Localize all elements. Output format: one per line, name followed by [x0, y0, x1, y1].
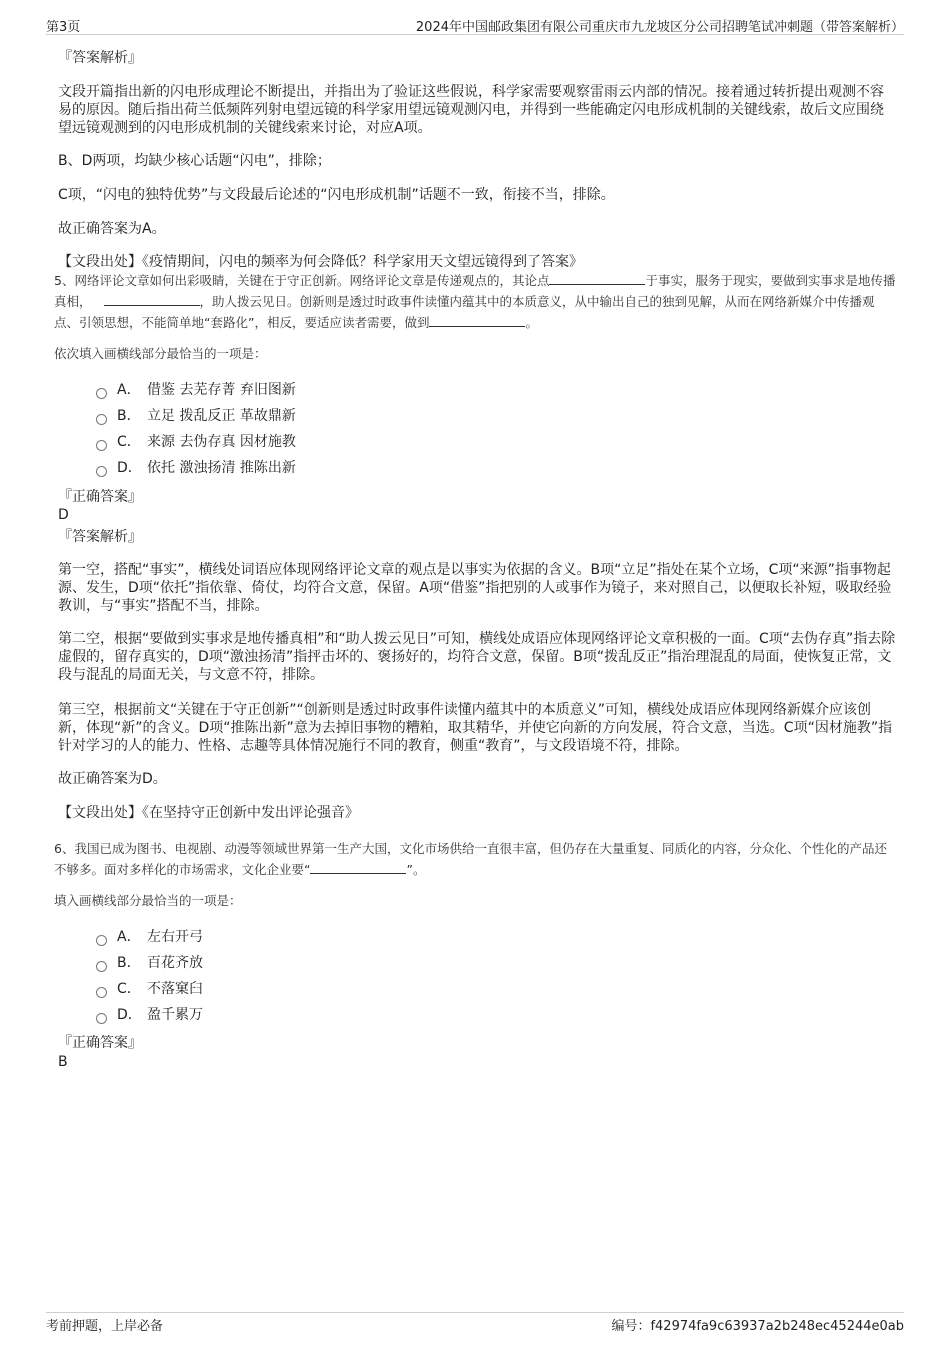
q4-source: 【文段出处】《疫情期间，闪电的频率为何会降低？科学家用天文望远镜得到了答案》 — [58, 254, 583, 270]
q5-prompt: 依次填入画横线部分最恰当的一项是： — [54, 346, 267, 361]
radio-icon[interactable] — [96, 440, 107, 451]
radio-icon[interactable] — [96, 935, 107, 946]
q6-option-d[interactable]: D． 盈千累万 — [96, 1002, 596, 1028]
radio-icon[interactable] — [96, 987, 107, 998]
q6-option-b[interactable]: B． 百花齐放 — [96, 950, 596, 976]
q5-stem: 5、网络评论文章如何出彩吸睛，关键在于守正创新。网络评论文章是传递观点的，其论点 于事实，服务于现实，要做到实事求是地传播真相， ，助人拨云见日。创新则是透过时政事件读懂内蕴其中的本质意义，从中输出自己的独到见解，从而在网络新媒介中传播观点、引领思想，不能简单地“套路化”，相反，要适应读者需要，做到 。 — [54, 273, 896, 330]
page-header — [46, 14, 904, 35]
q6-options — [96, 924, 596, 1028]
q4-analysis-p2: B、D两项，均缺少核心话题“闪电”，排除； — [58, 153, 331, 169]
q5-analysis-label: 『答案解析』 — [58, 529, 142, 545]
q6-stem: 6、我国已成为图书、电视剧、动漫等领域世界第一生产大国，文化市场供给一直很丰富，但仍存在大量重复、同质化的内容，分众化、个性化的产品还不够多。面对多样化的市场需求，文化企业要“ ”。 — [54, 841, 887, 877]
document-id: 编号：f42974fa9c63937a2b248ec45244e0ab — [611, 1319, 904, 1334]
q5-option-c[interactable]: C． 来源 去伪存真 因材施教 — [96, 429, 596, 455]
q5-option-b[interactable]: B． 立足 拨乱反正 革故鼎新 — [96, 403, 596, 429]
q6-option-a[interactable]: A． 左右开弓 — [96, 924, 596, 950]
q6-option-c[interactable]: C． 不落窠臼 — [96, 976, 596, 1002]
q5-source: 【文段出处】《在坚持守正创新中发出评论强音》 — [58, 805, 359, 821]
document-title: 2024年中国邮政集团有限公司重庆市九龙坡区分公司招聘笔试冲刺题（带答案解析） — [415, 20, 904, 35]
q6-blank — [310, 860, 406, 874]
radio-icon[interactable] — [96, 466, 107, 477]
q5-answer: D — [58, 507, 69, 523]
q5-analysis-p2: 第二空，根据“要做到实事求是地传播真相”和“助人拨云见日”可知，横线处成语应体现网络评论文章积极的一面。C项“去伪存真”指去除虚假的，留存真实的，D项“激浊扬清”指抨击坏的、褒扬好的，均符合文意，保留。B项“拨乱反正”指治理混乱的局面，使恢复正常，文段与混乱的局面无关，与文意不符，排除。 — [58, 631, 896, 683]
q6-answer: B — [58, 1054, 68, 1070]
q5-option-a[interactable]: A． 借鉴 去芜存菁 弃旧图新 — [96, 377, 596, 403]
page-footer — [46, 1312, 904, 1337]
q5-option-d[interactable]: D． 依托 激浊扬清 推陈出新 — [96, 455, 596, 481]
q5-analysis-p3: 第三空，根据前文“关键在于守正创新”“创新则是透过时政事件读懂内蕴其中的本质意义”可知，横线处成语应体现网络新媒介应该创新，体现“新”的含义。D项“推陈出新”意为去掉旧事物的糟粕，取其精华，并使它向新的方向发展，符合文意，当选。C项“因材施教”指针对学习的人的能力、性格、志趣等具体情况施行不同的教育，侧重“教育”，与文段语境不符，排除。 — [58, 702, 893, 754]
radio-icon[interactable] — [96, 1013, 107, 1024]
q5-options — [96, 377, 596, 481]
q4-analysis-p1: 文段开篇指出新的闪电形成理论不断提出，并指出为了验证这些假说，科学家需要观察雷雨云内部的情况。接着通过转折提出观测不容易的原因。随后指出荷兰低频阵列射电望远镜的科学家用望远镜观测闪电，并得到一些能确定闪电形成机制的关键线索，故后文应围绕望远镜观测到的闪电形成机制的关键线索来讨论，对应A项。 — [58, 84, 884, 136]
radio-icon[interactable] — [96, 388, 107, 399]
q5-answer-label: 『正确答案』 — [58, 489, 142, 505]
q5-blank-2 — [104, 292, 200, 306]
q5-analysis-p1: 第一空，搭配“事实”，横线处词语应体现网络评论文章的观点是以事实为依据的含义。B项“立足”指处在某个立场，C项“来源”指事物起源、发生，D项“依托”指依靠、倚仗，均符合文意，保留。A项“借鉴”指把别的人或事作为镜子，来对照自己，以便取长补短，吸取经验教训，与“事实”搭配不当，排除。 — [58, 562, 892, 614]
q5-blank-3 — [429, 313, 525, 327]
q4-analysis-p4: 故正确答案为A。 — [58, 221, 166, 237]
q4-analysis-label: 『答案解析』 — [58, 50, 142, 66]
page-number: 第3页 — [46, 20, 81, 35]
radio-icon[interactable] — [96, 961, 107, 972]
radio-icon[interactable] — [96, 414, 107, 425]
footer-slogan: 考前押题，上岸必备 — [46, 1319, 164, 1334]
q4-analysis-p3: C项，“闪电的独特优势”与文段最后论述的“闪电形成机制”话题不一致，衔接不当，排除。 — [58, 187, 615, 203]
q5-analysis-p4: 故正确答案为D。 — [58, 771, 167, 787]
q6-answer-label: 『正确答案』 — [58, 1035, 142, 1051]
q5-blank-1 — [549, 271, 645, 285]
q6-prompt: 填入画横线部分最恰当的一项是： — [54, 893, 242, 908]
